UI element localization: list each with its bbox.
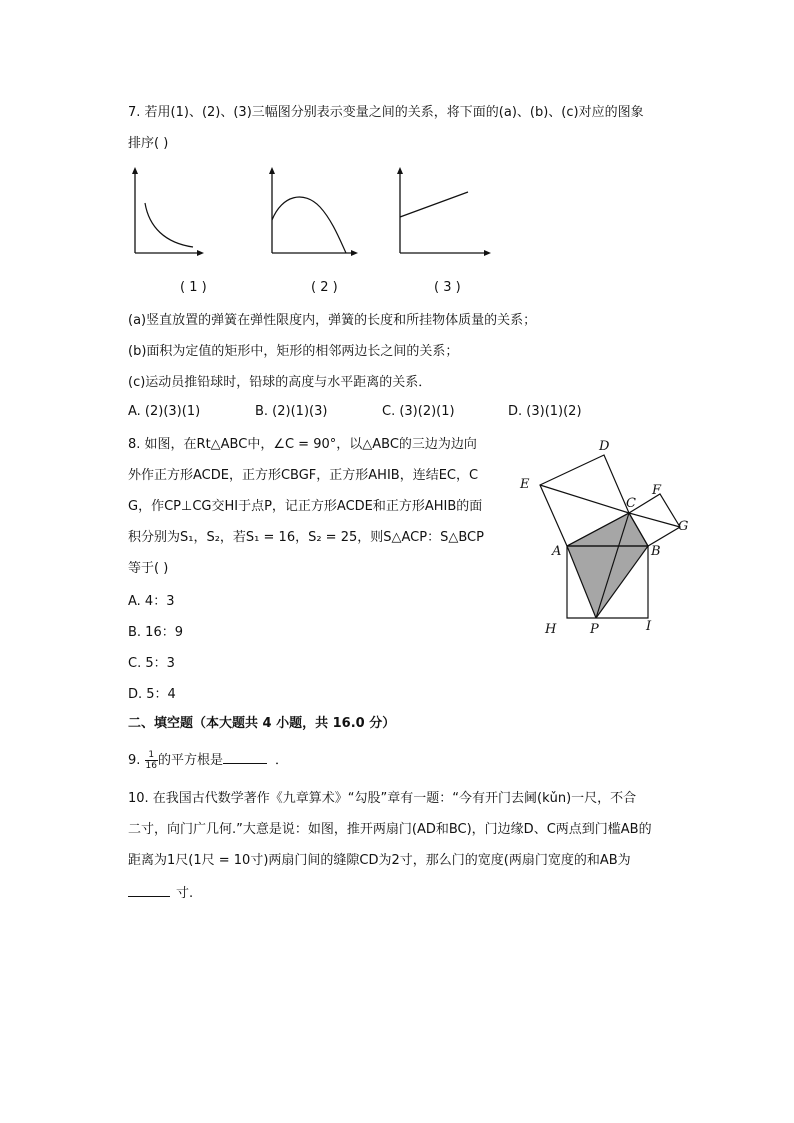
q9-answer-blank[interactable]: [223, 749, 267, 764]
q7-option-c: C. (3)(2)(1): [382, 404, 455, 419]
q10-line1: 10. 在我国古代数学著作《九章算术》“勾股”章有一题：“今有开门去阃(kǔn)一尺，不合: [128, 791, 637, 806]
graph-2-parabola: [262, 165, 362, 260]
q8-line4: 积分别为S₁，S₂，若S₁ = 16，S₂ = 25，则S△ACP：S△BCP: [128, 530, 484, 545]
label-a: A: [552, 544, 562, 559]
q9-text: 的平方根是: [158, 753, 224, 768]
q8-line2: 外作正方形ACDE，正方形CBGF，正方形AHIB，连结EC，C: [128, 468, 479, 483]
graph-3-linear: [390, 165, 495, 260]
q9-line: [128, 749, 288, 771]
q7-statement-b: (b)面积为定值的矩形中，矩形的相邻两边长之间的关系；: [128, 344, 459, 359]
q10-line2: 二寸，向门广几何.”大意是说：如图，推开两扇门(AD和BC)，门边缘D、C两点到门槛AB的: [128, 822, 652, 837]
q7-statement-a: (a)竖直放置的弹簧在弹性限度内，弹簧的长度和所挂物体质量的关系；: [128, 313, 537, 328]
label-f: F: [652, 483, 662, 498]
q10-line3: 距离为1尺(1尺 = 10寸)两扇门间的缝隙CD为2寸，那么门的宽度(两扇门宽度的和AB为: [128, 853, 631, 868]
q8-option-d: D. 5：4: [128, 687, 176, 702]
q8-option-b: B. 16：9: [128, 625, 183, 640]
q10-line4-end: 寸.: [176, 886, 194, 901]
label-g: G: [678, 519, 689, 534]
q8-line5: 等于( ): [128, 561, 169, 576]
label-h: H: [545, 622, 557, 637]
q8-option-a: A. 4：3: [128, 594, 175, 609]
q7-option-b: B. (2)(1)(3): [255, 404, 328, 419]
q7-option-d: D. (3)(1)(2): [508, 404, 582, 419]
q8-geometry-figure: [510, 430, 710, 645]
q8-option-c: C. 5：3: [128, 656, 175, 671]
q9-fraction-denominator: 16: [145, 761, 157, 771]
q7-option-a: A. (2)(3)(1): [128, 404, 201, 419]
label-e: E: [520, 477, 530, 492]
label-d: D: [599, 439, 610, 454]
caption-1: ( 1 ): [180, 280, 207, 295]
q8-line3: G，作CP⊥CG交HI于点P，记正方形ACDE和正方形AHIB的面: [128, 499, 483, 514]
q10-answer-blank[interactable]: [128, 882, 170, 897]
caption-2: ( 2 ): [311, 280, 338, 295]
q10-line4: [128, 882, 193, 904]
q7-line2: 排序( ): [128, 136, 169, 151]
label-c: C: [626, 496, 636, 511]
q9-fraction: [145, 750, 158, 771]
caption-3: ( 3 ): [434, 280, 461, 295]
section-2-heading: 二、填空题（本大题共 4 小题，共 16.0 分）: [128, 716, 396, 731]
q8-line1: 8. 如图，在Rt△ABC中，∠C = 90°，以△ABC的三边为边向: [128, 437, 477, 452]
label-i: I: [646, 619, 652, 634]
q7-statement-c: (c)运动员推铅球时，铅球的高度与水平距离的关系．: [128, 375, 432, 390]
label-p: P: [590, 622, 599, 637]
q7-line1: 7. 若用(1)、(2)、(3)三幅图分别表示变量之间的关系，将下面的(a)、(b)、(c)对应的图象: [128, 105, 644, 120]
q9-fraction-numerator: 1: [145, 750, 158, 761]
q9-end: ．: [275, 753, 289, 768]
label-b: B: [651, 544, 661, 559]
graph-1-inverse: [125, 165, 205, 260]
q9-number: 9.: [128, 753, 141, 768]
